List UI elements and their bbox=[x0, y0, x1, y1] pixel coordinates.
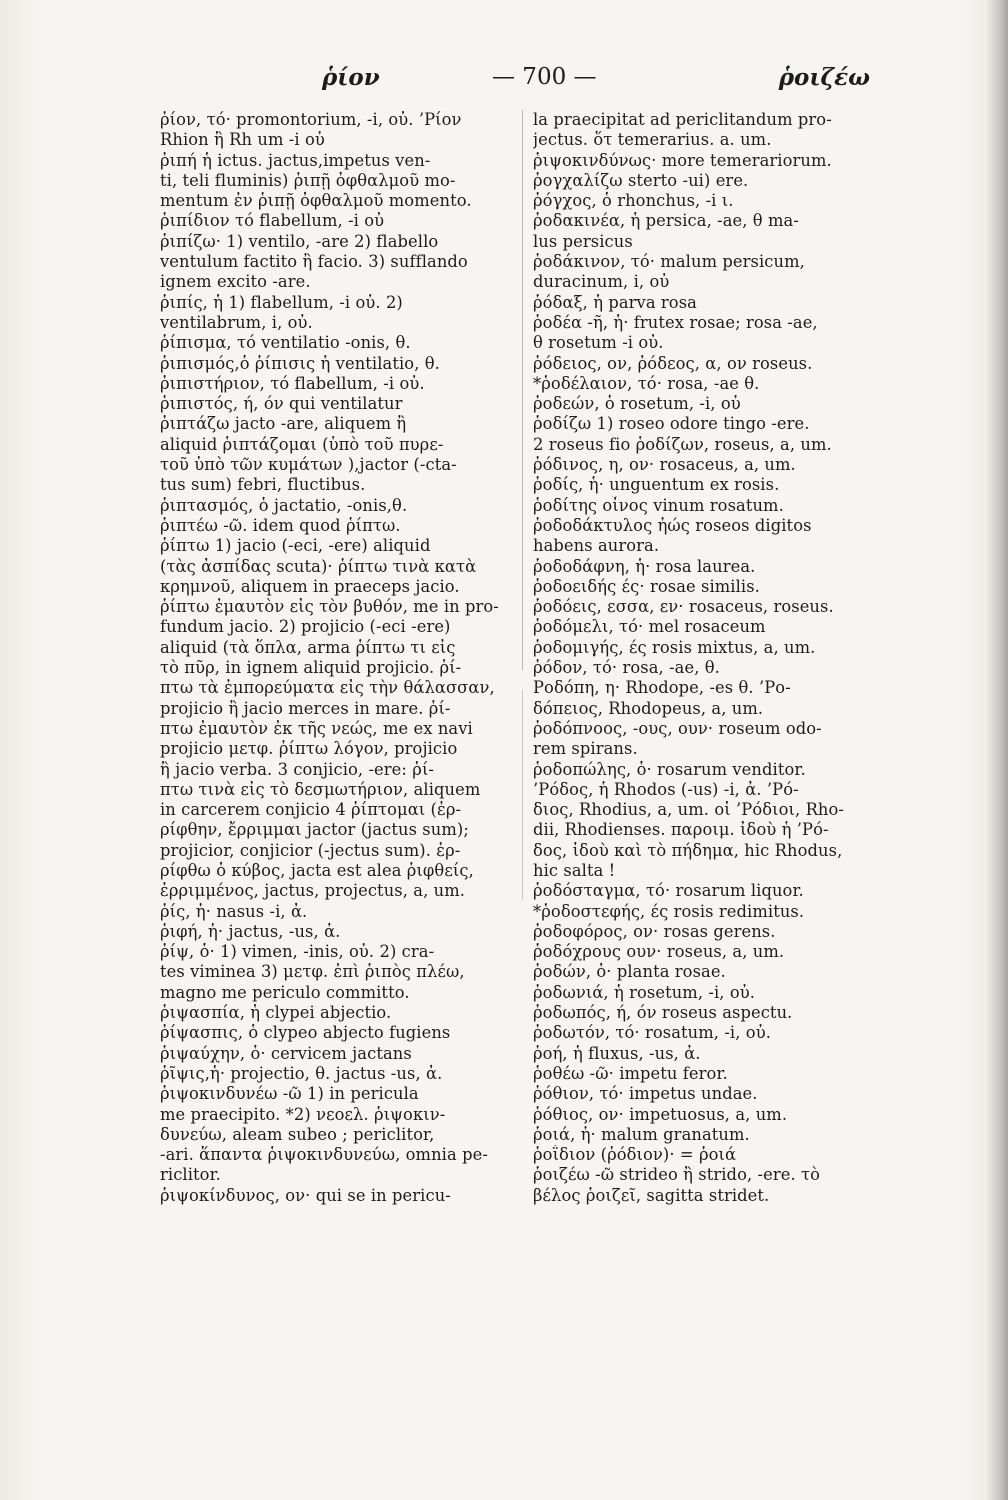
entry-line: jectus. ὅτ temerarius. a. um. bbox=[533, 130, 772, 150]
entry-line: ῥιπή ἡ ictus. jactus,impetus ven- bbox=[160, 150, 431, 170]
entry-line: projicio ἢ jacio merces in mare. ῥί- bbox=[160, 698, 451, 718]
entry-line: aliquid (τὰ ὅπλα, arma ῥίπτω τι εἰς bbox=[160, 637, 456, 657]
entry-line: ῥιπίς, ἡ 1) flabellum, -i οὐ. 2) bbox=[160, 292, 403, 312]
entry-line: ῥοδόμελι, τό· mel rosaceum bbox=[533, 617, 766, 637]
left-column bbox=[160, 110, 514, 1206]
entry-line: mentum ἐν ῥιπῇ ὀφθαλμοῦ momento. bbox=[160, 191, 472, 211]
entry-line: (τὰς ἀσπίδας scuta)· ῥίπτω τινὰ κατὰ bbox=[160, 556, 477, 576]
entry-line: ῥίς, ἡ· nasus -i, ἀ. bbox=[160, 901, 308, 921]
entry-line: ῥιπίζω· 1) ventilo, -are 2) flabello bbox=[160, 231, 439, 251]
entry-line: rem spirans. bbox=[533, 739, 638, 759]
entry-line: ῥοδών, ὁ· planta rosae. bbox=[533, 962, 726, 982]
entry-line: ῥοδωτόν, τό· rosatum, -i, οὐ. bbox=[533, 1023, 771, 1043]
entry-line: la praecipitat ad periclitandum pro- bbox=[533, 110, 832, 129]
entry-line: ῥιψοκινδυνέω -ῶ 1) in pericula bbox=[160, 1084, 419, 1104]
entry-line: ῥοδοδάκτυλος ἠώς roseos digitos bbox=[533, 515, 812, 535]
column-divider-lower bbox=[522, 690, 523, 900]
guide-word-right: ῥοιζέω bbox=[778, 64, 870, 91]
entry-line: Ροδόπη, η· Rhodope, -es θ. ’Ρο- bbox=[533, 678, 791, 698]
entry-line: ῥοδοπώλης, ὁ· rosarum venditor. bbox=[533, 759, 806, 779]
entry-line: ῥογχαλίζω sterto -ui) ere. bbox=[533, 170, 749, 190]
entry-line: *ῥοδοστεφής, ές rosis redimitus. bbox=[533, 901, 805, 921]
entry-line: ῥοδεών, ὁ rosetum, -i, οὐ bbox=[533, 394, 741, 414]
entry-line: ῥίψασπις, ὁ clypeo abjecto fugiens bbox=[160, 1023, 451, 1043]
page-edge-shadow bbox=[986, 0, 1008, 1500]
entry-line: ventulum factito ἢ facio. 3) sufflando bbox=[160, 252, 468, 272]
entry-line: projicio μετφ. ῥίπτω λόγον, projicio bbox=[160, 739, 458, 759]
entry-line: in carcerem conjicio 4 ῥίπτομαι (ἐρ- bbox=[160, 800, 462, 820]
entry-line: ῥόδαξ, ἡ parva rosa bbox=[533, 292, 697, 312]
entry-line: magno me periculo committo. bbox=[160, 982, 410, 1002]
entry-line: ῥοδάκινον, τό· malum persicum, bbox=[533, 252, 805, 272]
entry-line: ρίφθην, ἔρριμμαι jactor (jactus sum); bbox=[160, 820, 469, 840]
entry-line: ῥοή, ἡ fluxus, -us, ἀ. bbox=[533, 1043, 701, 1063]
running-head bbox=[140, 64, 870, 98]
entry-line: ῥοδόπνοος, -ους, ουν· roseum odo- bbox=[533, 718, 822, 738]
entry-line: ῥοδίς, ἡ· unguentum ex rosis. bbox=[533, 475, 780, 495]
entry-line: riclitor. bbox=[160, 1165, 221, 1185]
entry-line: ῥοιά, ἡ· malum granatum. bbox=[533, 1124, 750, 1144]
entry-line: 2 roseus fio ῥοδίζων, roseus, a, um. bbox=[533, 434, 832, 454]
entry-line: ἐρριμμένος, jactus, projectus, a, um. bbox=[160, 881, 466, 901]
entry-line: me praecipito. *2) νεοελ. ῥιψοκιν- bbox=[160, 1104, 446, 1124]
entry-line: πτω τὰ ἐμπορεύματα εἰς τὴν θάλασσαν, bbox=[160, 678, 495, 698]
entry-line: θ rosetum -i οὐ. bbox=[533, 333, 664, 353]
entry-line: ῥιπιστός, ή, όν qui ventilatur bbox=[160, 394, 403, 414]
entry-line: ῥιπισμός,ὁ ῥίπισις ἡ ventilatio, θ. bbox=[160, 353, 440, 373]
entry-line: fundum jacio. 2) projicio (-eci -ere) bbox=[160, 617, 451, 637]
entry-line: ’Ρόδος, ἡ Rhodos (-us) -i, ἀ. ’Ρό- bbox=[533, 779, 799, 799]
entry-line: aliquid ῥιπτάζομαι (ὑπὸ τοῦ πυρε- bbox=[160, 434, 444, 454]
entry-line: ῥιπτέω -ῶ. idem quod ῥίπτω. bbox=[160, 515, 401, 535]
entry-line: ῥοΐδιον (ῥόδιον)· = ῥοιά bbox=[533, 1145, 737, 1165]
entry-line: ῥοδόσταγμα, τό· rosarum liquor. bbox=[533, 881, 804, 901]
entry-line: ῥοδοειδής ές· rosae similis. bbox=[533, 576, 760, 596]
entry-line: ρίφθω ὁ κύβος, jacta est alea ῥιφθείς, bbox=[160, 860, 474, 880]
entry-line: habens aurora. bbox=[533, 536, 660, 556]
entry-line: ῥιπίδιον τό flabellum, -i οὐ bbox=[160, 211, 385, 231]
entry-line: κρημνοῦ, aliquem in praeceps jacio. bbox=[160, 576, 460, 596]
entry-line: ῥόδον, τό· rosa, -ae, θ. bbox=[533, 658, 720, 678]
entry-line: ῥοδοδάφνη, ἡ· rosa laurea. bbox=[533, 556, 756, 576]
entry-line: tes viminea 3) μετφ. ἐπὶ ῥιπὸς πλέω, bbox=[160, 962, 465, 982]
entry-line: lus persicus bbox=[533, 231, 633, 251]
entry-line: ῥιψαύχην, ὁ· cervicem jactans bbox=[160, 1043, 412, 1063]
entry-line: projicior, conjicior (-jectus sum). ἐρ- bbox=[160, 840, 461, 860]
entry-line: ῥοδωνιά, ἡ rosetum, -i, οὐ. bbox=[533, 982, 756, 1002]
entry-line: ῥόθιον, τό· impetus undae. bbox=[533, 1084, 758, 1104]
entry-line: ῥοδομιγής, ές rosis mixtus, a, um. bbox=[533, 637, 816, 657]
entry-line: ῥῖψις,ἡ· projectio, θ. jactus -us, ἀ. bbox=[160, 1063, 443, 1083]
entry-line: ῥόθιος, ον· impetuosus, a, um. bbox=[533, 1104, 788, 1124]
entry-line: ventilabrum, i, οὐ. bbox=[160, 312, 313, 332]
entry-line: τοῦ ὑπὸ τῶν κυμάτων ),jactor (-cta- bbox=[160, 455, 457, 475]
entry-line: ῥιψοκίνδυνος, ον· qui se in pericu- bbox=[160, 1185, 451, 1205]
entry-line: tus sum) febri, fluctibus. bbox=[160, 475, 366, 495]
entry-line: δος, ἰδοὺ καὶ τὸ πήδημα, hic Rhodus, bbox=[533, 840, 843, 860]
entry-line: ῥιψασπία, ἡ clypei abjectio. bbox=[160, 1003, 392, 1023]
entry-line: ῥόγχος, ὁ rhonchus, -i ι. bbox=[533, 191, 734, 211]
entry-line: hic salta ! bbox=[533, 860, 616, 880]
entry-line: δόπειος, Rhodopeus, a, um. bbox=[533, 698, 764, 718]
entry-line: ῥοδοφόρος, ον· rosas gerens. bbox=[533, 921, 776, 941]
entry-line: ῥοδόεις, εσσα, εν· rosaceus, roseus. bbox=[533, 597, 834, 617]
entry-line: πτω ἐμαυτὸν ἐκ τῆς νεώς, me ex navi bbox=[160, 718, 473, 738]
entry-line: ῥοδέα -ῆ, ἡ· frutex rosae; rosa -ae, bbox=[533, 312, 818, 332]
right-column bbox=[533, 110, 927, 1206]
entry-line: *ῥοδέλαιον, τό· rosa, -ae θ. bbox=[533, 373, 760, 393]
entry-line: ῥόδειος, ον, ῥόδεος, α, ον roseus. bbox=[533, 353, 813, 373]
entry-line: ῥίπτω ἐμαυτὸν εἰς τὸν βυθόν, me in pro- bbox=[160, 597, 499, 617]
entry-line: ῥιπτάζω jacto -are, aliquem ἢ bbox=[160, 414, 407, 434]
column-divider bbox=[522, 110, 523, 670]
entry-line: ῥιφή, ἡ· jactus, -us, ἀ. bbox=[160, 921, 341, 941]
entry-line: dii, Rhodienses. παροιμ. ἰδοὺ ἡ ’Ρό- bbox=[533, 820, 829, 840]
entry-line: ῥοδίζω 1) roseo odore tingo -ere. bbox=[533, 414, 810, 434]
entry-line: ῥίπισμα, τό ventilatio -onis, θ. bbox=[160, 333, 411, 353]
entry-line: ῥίπτω 1) jacio (-eci, -ere) aliquid bbox=[160, 536, 431, 556]
entry-line: πτω τινὰ εἰς τὸ δεσμωτήριον, aliquem bbox=[160, 779, 481, 799]
entry-line: ῥοδακινέα, ἡ persica, -ae, θ ma- bbox=[533, 211, 799, 231]
entry-line: ῥοδόχρους ουν· roseus, a, um. bbox=[533, 942, 785, 962]
entry-line: ῥοιζέω -ῶ strideo ἢ strido, -ere. τὸ bbox=[533, 1165, 821, 1185]
guide-word-left: ῥίον bbox=[322, 64, 380, 91]
page-number: — 700 — bbox=[492, 64, 597, 90]
entry-line: ῥίον, τό· promontorium, -i, οὐ. ’Ρίον bbox=[160, 110, 462, 129]
entry-line: ῥιπτασμός, ὁ jactatio, -onis,θ. bbox=[160, 495, 408, 515]
entry-line: ignem excito -are. bbox=[160, 272, 311, 292]
entry-line: ῥοδίτης οἶνος vinum rosatum. bbox=[533, 495, 784, 515]
entry-line: ῥιπιστήριον, τό flabellum, -i οὐ. bbox=[160, 373, 425, 393]
entry-line: ῥίψ, ὁ· 1) vimen, -inis, οὐ. 2) cra- bbox=[160, 942, 435, 962]
entry-line: Rhion ἢ Rh um -i οὐ bbox=[160, 130, 325, 150]
entry-line: βέλος ῥοιζεῖ, sagitta stridet. bbox=[533, 1185, 770, 1205]
entry-line: ῥοθέω -ῶ· impetu feror. bbox=[533, 1063, 728, 1083]
entry-line: ῥοδωπός, ή, όν roseus aspectu. bbox=[533, 1003, 793, 1023]
entry-line: ῥόδινος, η, ον· rosaceus, a, um. bbox=[533, 455, 796, 475]
entry-line: ῥιψοκινδύνως· more temerariorum. bbox=[533, 150, 832, 170]
entry-line: διος, Rhodius, a, um. οἱ ’Ρόδιοι, Rho- bbox=[533, 800, 845, 820]
entry-line: duracinum, i, οὐ bbox=[533, 272, 670, 292]
entry-line: -ari. ἅπαντα ῥιψοκινδυνεύω, omnia pe- bbox=[160, 1145, 488, 1165]
entry-line: δυνεύω, aleam subeo ; periclitor, bbox=[160, 1124, 435, 1144]
entry-line: τὸ πῦρ, in ignem aliquid projicio. ῥί- bbox=[160, 658, 462, 678]
entry-line: ti, teli fluminis) ῥιπῇ ὀφθαλμοῦ mo- bbox=[160, 170, 456, 190]
entry-line: ἢ jacio verba. 3 conjicio, -ere: ῥί- bbox=[160, 759, 435, 779]
